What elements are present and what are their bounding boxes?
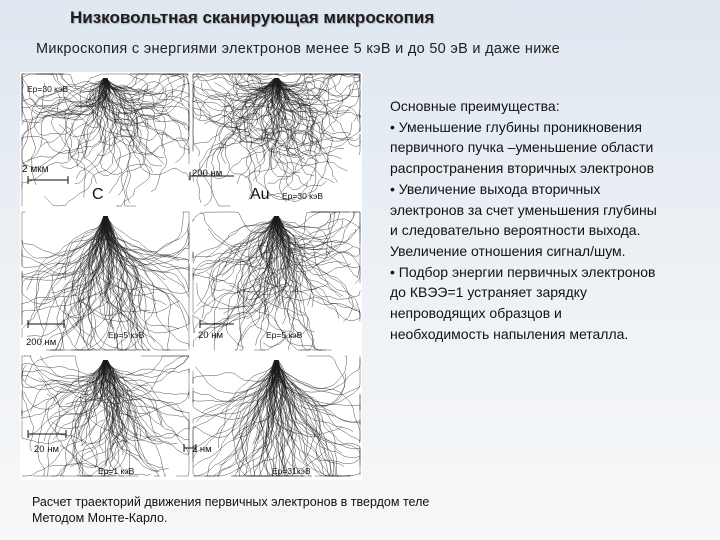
trajectory-path <box>275 74 359 86</box>
element-label: C <box>92 186 104 203</box>
energy-label: Ep=5 кэВ <box>266 330 303 340</box>
trajectory-path <box>22 360 107 378</box>
scale-bar <box>28 176 68 184</box>
scale-label: 20 нм <box>198 330 223 341</box>
trajectory-path <box>108 216 180 308</box>
advantages-list <box>390 96 660 344</box>
monte-carlo-figure <box>20 72 362 480</box>
trajectory-path <box>106 360 189 430</box>
advantage-item: • Подбор энергии первичных электронов до КВЭЭ=1 устраняет зарядку непроводящих образцов и необходимость напыления металла. <box>390 263 656 342</box>
scale-label: 200 нм <box>192 168 223 179</box>
trajectory-path <box>278 74 355 111</box>
scale-label: 200 нм <box>26 337 57 348</box>
trajectory-plots <box>20 72 362 480</box>
energy-label: Ep=31кэВ <box>272 466 311 476</box>
trajectory-path <box>33 360 105 476</box>
trajectory-path <box>277 74 360 90</box>
energy-label: Ep=1 кэВ <box>98 466 135 476</box>
scale-label: 20 нм <box>34 444 59 455</box>
trajectory-path <box>276 360 351 476</box>
caption-line: Расчет траекторий движения первичных электронов в твердом теле <box>32 495 430 509</box>
trajectory-path <box>193 212 276 233</box>
scale-bar <box>28 430 66 438</box>
element-label: Au <box>250 186 270 203</box>
trajectory-path <box>277 360 344 466</box>
scale-label: 2 нм <box>192 444 212 455</box>
slide-subtitle: Микроскопия с энергиями электронов менее 5 кэВ и до 50 эВ и даже ниже <box>36 41 560 57</box>
energy-label: Ep=5 кэВ <box>108 330 145 340</box>
caption-line: Методом Монте-Карло. <box>32 511 168 525</box>
slide-title: Низковольтная сканирующая микроскопия <box>70 8 435 27</box>
advantage-item: • Увеличение выхода вторичных электронов за счет уменьшения глубины и следовательно вероятности выхода. Увеличение отношения сигнал/шум. <box>390 180 657 259</box>
figure-caption <box>32 494 512 526</box>
trajectory-path <box>196 360 275 422</box>
trajectory-path <box>105 216 189 289</box>
advantages-heading: Основные преимущества: <box>390 98 560 114</box>
scale-label: 2 мкм <box>22 164 49 175</box>
energy-label: Ep=30 кэВ <box>282 191 323 201</box>
trajectory-path <box>22 216 108 315</box>
trajectory-path <box>104 74 189 96</box>
advantage-item: • Уменьшение глубины проникновения первичного пучка –уменьшение области распространения вторичных электронов <box>390 118 655 177</box>
energy-label: Ep=30 кэВ <box>27 84 68 94</box>
